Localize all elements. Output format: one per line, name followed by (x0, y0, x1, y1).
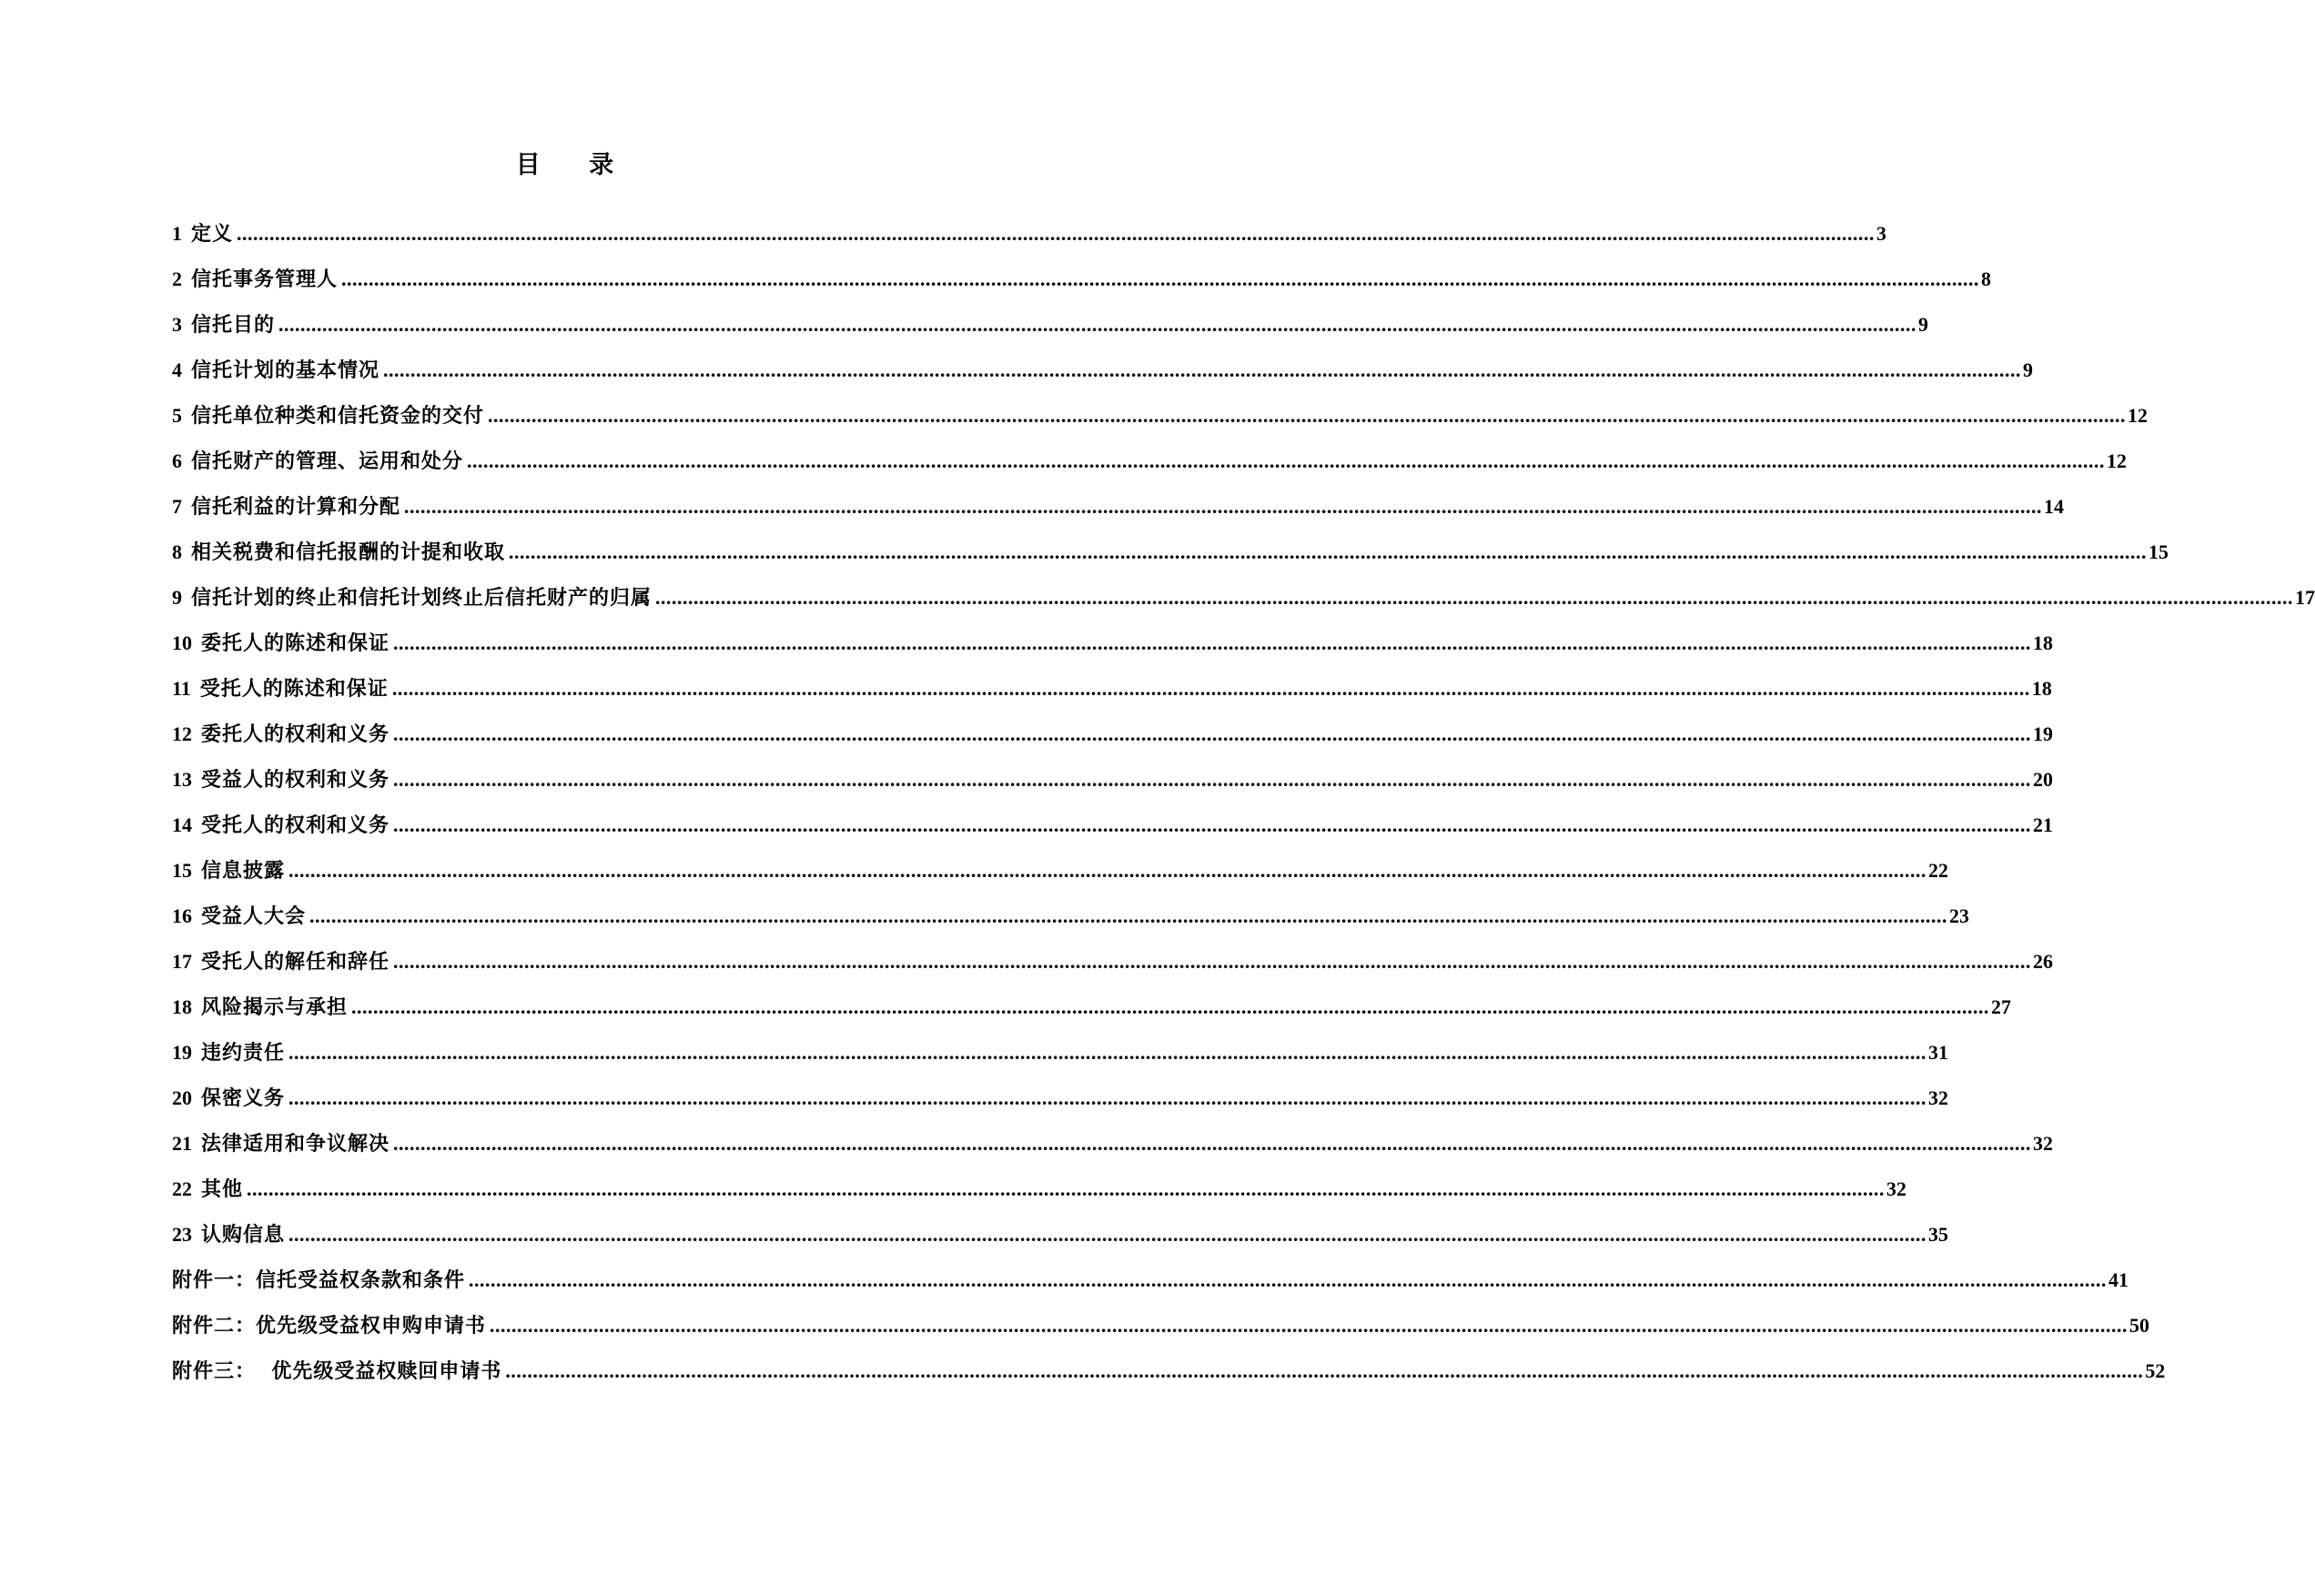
toc-entry (172, 721, 2054, 766)
toc-entry-number: 14 (172, 813, 192, 836)
toc-entry-label: 信托事务管理人 (191, 268, 339, 291)
toc-dot-leader: ............................................................................................................................................................................................................................................................................................................ (288, 1041, 1927, 1064)
toc-entry-label: 受益人的权利和义务 (201, 768, 390, 792)
toc-entry-page: 31 (1928, 1041, 1949, 1064)
toc-entry-label: 法律适用和争议解决 (201, 1132, 390, 1156)
toc-entry (172, 903, 1970, 948)
toc-entry-label: 附件二：优先级受益权申购申请书 (172, 1314, 487, 1338)
toc-dot-leader: ............................................................................................................................................................................................................................................................................................................ (655, 586, 2294, 609)
toc-entry-label: 附件一：信托受益权条款和条件 (172, 1268, 466, 1292)
toc-entry-label: 附件三： 优先级受益权赎回申请书 (172, 1359, 502, 1383)
toc-dot-leader: ............................................................................................................................................................................................................................................................................................................ (490, 1314, 2128, 1337)
toc-entry-label: 违约责任 (201, 1041, 286, 1065)
toc-entry-label: 其他 (201, 1177, 244, 1201)
toc-entry-label: 委托人的陈述和保证 (201, 631, 390, 655)
toc-entry (172, 493, 2065, 539)
toc-entry-page: 41 (2108, 1268, 2129, 1291)
toc-entry-label: 信托利益的计算和分配 (191, 495, 401, 519)
toc-entry-label: 受托人的权利和义务 (201, 813, 390, 837)
toc-entry-number: 20 (172, 1086, 192, 1109)
toc-entry (172, 994, 2012, 1039)
table-of-contents (172, 220, 2315, 1403)
toc-dot-leader: ............................................................................................................................................................................................................................................................................................................ (467, 450, 2106, 472)
toc-entry-number: 23 (172, 1223, 192, 1246)
toc-entry-number: 4 (172, 359, 182, 381)
toc-entry-page: 20 (2033, 768, 2054, 791)
toc-entry-label: 受益人大会 (201, 904, 307, 928)
toc-dot-leader: ............................................................................................................................................................................................................................................................................................................ (391, 677, 2030, 700)
toc-entry (172, 1130, 2054, 1176)
toc-entry-number: 10 (172, 631, 192, 654)
toc-entry (172, 1312, 2150, 1358)
toc-entry (172, 584, 2315, 630)
toc-entry (172, 220, 1887, 266)
toc-entry-page: 18 (2033, 631, 2054, 654)
toc-entry-label: 信托财产的管理、运用和处分 (191, 450, 464, 473)
toc-entry (172, 1176, 1907, 1221)
toc-dot-leader: ............................................................................................................................................................................................................................................................................................................ (509, 540, 2148, 563)
toc-entry-number: 17 (172, 950, 192, 973)
toc-entry-label: 信托目的 (191, 313, 276, 337)
toc-entry-label: 受托人的陈述和保证 (199, 677, 389, 701)
toc-entry-label: 信托计划的基本情况 (191, 359, 380, 382)
toc-entry-page: 9 (2023, 359, 2034, 381)
toc-entry (172, 1039, 1949, 1085)
toc-entry-page: 27 (1991, 995, 2012, 1018)
toc-entry-page: 35 (1928, 1223, 1949, 1246)
toc-entry (172, 539, 2169, 584)
toc-entry-number: 6 (172, 450, 182, 472)
toc-entry-number: 2 (172, 268, 182, 290)
toc-dot-leader: ............................................................................................................................................................................................................................................................................................................ (469, 1268, 2108, 1291)
toc-dot-leader: ............................................................................................................................................................................................................................................................................................................ (393, 1132, 2032, 1155)
toc-entry-number: 19 (172, 1041, 192, 1064)
toc-entry-page: 3 (1876, 222, 1887, 245)
toc-entry-label: 定义 (191, 222, 234, 246)
toc-dot-leader: ............................................................................................................................................................................................................................................................................................................ (351, 995, 1990, 1018)
toc-entry-number: 5 (172, 404, 182, 427)
toc-entry-number: 13 (172, 768, 192, 791)
toc-entry-page: 14 (2044, 495, 2065, 518)
page-title: 目 录 (515, 151, 634, 179)
toc-dot-leader: ............................................................................................................................................................................................................................................................................................................ (393, 950, 2032, 973)
toc-entry (172, 630, 2054, 675)
toc-entry-label: 信息披露 (201, 859, 286, 883)
toc-entry-page: 52 (2145, 1359, 2166, 1382)
toc-dot-leader: ............................................................................................................................................................................................................................................................................................................ (488, 404, 2127, 427)
toc-entry (172, 311, 1929, 357)
toc-entry-number: 22 (172, 1177, 192, 1200)
toc-dot-leader: ............................................................................................................................................................................................................................................................................................................ (393, 813, 2032, 836)
toc-entry-page: 18 (2031, 677, 2052, 700)
toc-dot-leader: ............................................................................................................................................................................................................................................................................................................ (505, 1359, 2144, 1382)
toc-dot-leader: ............................................................................................................................................................................................................................................................................................................ (278, 313, 1917, 336)
toc-dot-leader: ............................................................................................................................................................................................................................................................................................................ (383, 359, 2022, 381)
toc-entry (172, 766, 2054, 812)
toc-dot-leader: ............................................................................................................................................................................................................................................................................................................ (341, 268, 1980, 290)
toc-entry-number: 1 (172, 222, 182, 245)
toc-entry-page: 50 (2129, 1314, 2150, 1337)
toc-entry (172, 948, 2054, 994)
toc-entry-page: 12 (2107, 450, 2128, 472)
toc-entry-label: 委托人的权利和义务 (201, 722, 390, 746)
toc-entry-label: 信托单位种类和信托资金的交付 (191, 404, 485, 428)
toc-entry (172, 448, 2128, 493)
toc-entry (172, 1267, 2129, 1312)
toc-entry-page: 12 (2128, 404, 2148, 427)
toc-entry-number: 16 (172, 904, 192, 927)
toc-dot-leader: ............................................................................................................................................................................................................................................................................................................ (288, 859, 1927, 882)
toc-dot-leader: ............................................................................................................................................................................................................................................................................................................ (237, 222, 1875, 245)
toc-dot-leader: ............................................................................................................................................................................................................................................................................................................ (393, 768, 2032, 791)
toc-entry-number: 9 (172, 586, 182, 609)
toc-entry (172, 1358, 2166, 1403)
toc-entry-page: 32 (2033, 1132, 2054, 1155)
toc-entry (172, 675, 2052, 721)
toc-entry-page: 32 (1886, 1177, 1907, 1200)
toc-entry-number: 11 (172, 677, 191, 700)
toc-dot-leader: ............................................................................................................................................................................................................................................................................................................ (393, 722, 2032, 745)
toc-entry-number: 3 (172, 313, 182, 336)
toc-entry-page: 15 (2148, 540, 2169, 563)
toc-dot-leader: ............................................................................................................................................................................................................................................................................................................ (309, 904, 1948, 927)
toc-entry-page: 21 (2033, 813, 2054, 836)
toc-dot-leader: ............................................................................................................................................................................................................................................................................................................ (247, 1177, 1885, 1200)
toc-entry-page: 32 (1928, 1086, 1949, 1109)
toc-entry-page: 23 (1949, 904, 1970, 927)
toc-entry-label: 信托计划的终止和信托计划终止后信托财产的归属 (191, 586, 652, 610)
toc-dot-leader: ............................................................................................................................................................................................................................................................................................................ (404, 495, 2043, 518)
toc-entry (172, 402, 2148, 448)
toc-entry-label: 保密义务 (201, 1086, 286, 1110)
toc-entry-page: 17 (2295, 586, 2315, 609)
toc-entry-label: 风险揭示与承担 (201, 995, 349, 1019)
toc-entry-number: 15 (172, 859, 192, 882)
toc-entry (172, 812, 2054, 857)
toc-entry-page: 26 (2033, 950, 2054, 973)
toc-entry-page: 22 (1928, 859, 1949, 882)
toc-entry (172, 1221, 1949, 1267)
toc-dot-leader: ............................................................................................................................................................................................................................................................................................................ (393, 631, 2032, 654)
toc-entry-number: 18 (172, 995, 192, 1018)
toc-entry (172, 357, 2034, 402)
toc-entry-label: 相关税费和信托报酬的计提和收取 (191, 540, 506, 564)
toc-entry-page: 8 (1981, 268, 1992, 290)
toc-entry-number: 7 (172, 495, 182, 518)
toc-entry-number: 12 (172, 722, 192, 745)
toc-entry-number: 8 (172, 540, 182, 563)
toc-entry (172, 857, 1949, 903)
toc-entry-number: 21 (172, 1132, 192, 1155)
toc-dot-leader: ............................................................................................................................................................................................................................................................................................................ (288, 1086, 1927, 1109)
toc-entry (172, 266, 1992, 311)
toc-entry-label: 受托人的解任和辞任 (201, 950, 390, 974)
toc-entry (172, 1085, 1949, 1130)
toc-entry-page: 9 (1918, 313, 1929, 336)
toc-entry-label: 认购信息 (201, 1223, 286, 1247)
toc-dot-leader: ............................................................................................................................................................................................................................................................................................................ (288, 1223, 1927, 1246)
toc-entry-page: 19 (2033, 722, 2054, 745)
